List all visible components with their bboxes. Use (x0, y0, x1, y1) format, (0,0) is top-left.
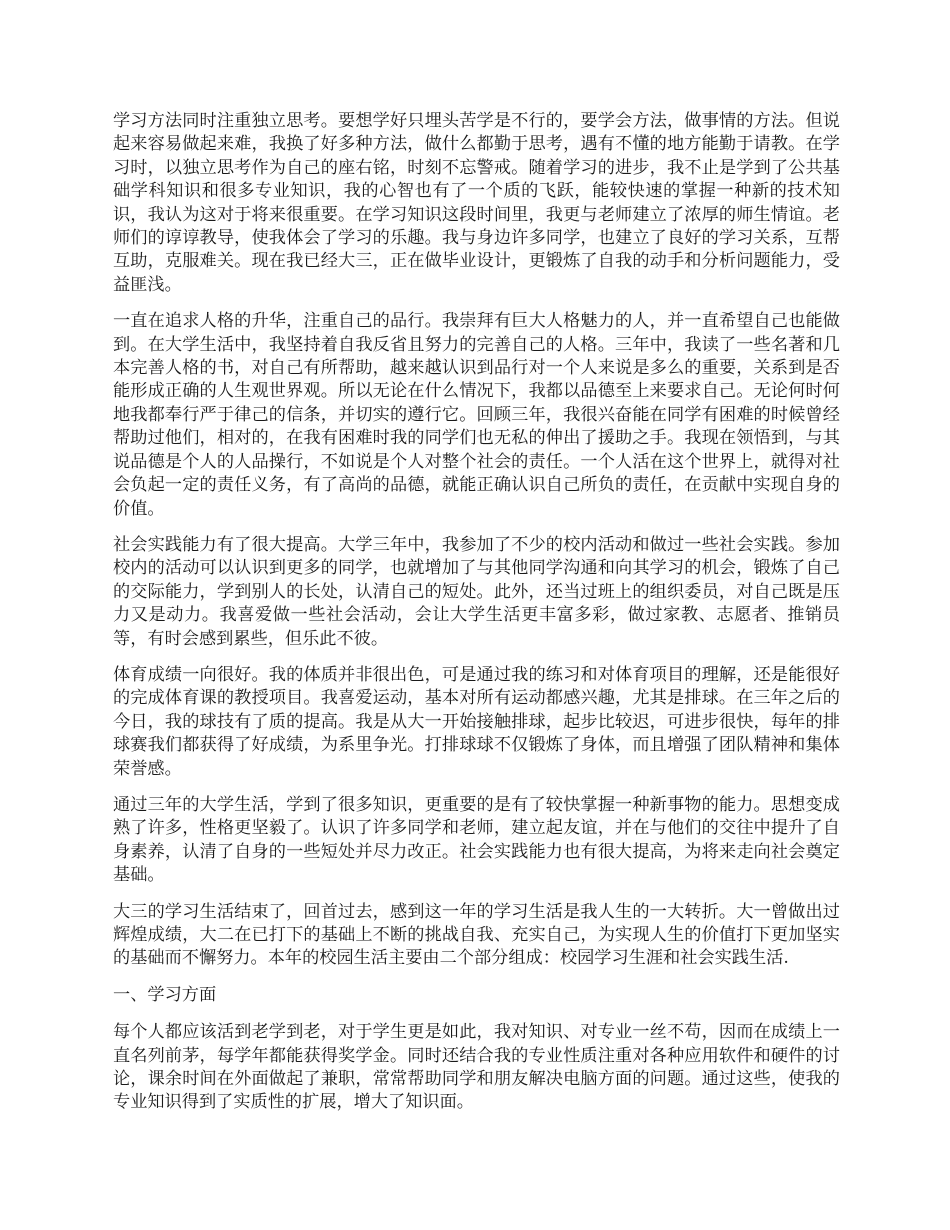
paragraph-character: 一直在追求人格的升华，注重自己的品行。我崇拜有巨大人格魅力的人，并一直希望自己也能做到。在大学生活中，我坚持着自我反省且努力的完善自己的人格。三年中，我读了一些名著和几本完善人格的书，对自己有所帮助，越来越认识到品行对一个人来说是多么的重要，关系到是否能形成正确的人生观世界观。所以无论在什么情况下，我都以品德至上来要求自己。无论何时何地我都奉行严于律己的信条，并切实的遵行它。回顾三年，我很兴奋能在同学有困难的时候曾经帮助过他们，相对的，在我有困难时我的同学们也无私的伸出了援助之手。我现在领悟到，与其说品德是个人的人品操行，不如说是个人对整个社会的责任。一个人活在这个世界上，就得对社会负起一定的责任义务，有了高尚的品德，就能正确认识自己所负的责任，在贡献中实现自身的价值。 (113, 311, 840, 519)
document-body (113, 110, 840, 1128)
paragraph-lifelong-learning: 每个人都应该活到老学到老，对于学生更是如此，我对知识、对专业一丝不苟，因而在成绩上一直名列前茅，每学年都能获得奖学金。同时还结合我的专业性质注重对各种应用软件和硬件的讨论，课余时间在外面做起了兼职，常常帮助同学和朋友解决电脑方面的问题。通过这些，使我的专业知识得到了实质性的扩展，增大了知识面。 (113, 1022, 840, 1113)
paragraph-sports: 体育成绩一向很好。我的体质并非很出色，可是通过我的练习和对体育项目的理解，还是能很好的完成体育课的教授项目。我喜爱运动，基本对所有运动都感兴趣，尤其是排球。在三年之后的今日，我的球技有了质的提高。我是从大一开始接触排球，起步比较迟，可进步很快，每年的排球赛我们都获得了好成绩，为系里争光。打排球球不仅锻炼了身体，而且增强了团队精神和集体荣誉感。 (113, 664, 840, 779)
paragraph-social-practice: 社会实践能力有了很大提高。大学三年中，我参加了不少的校内活动和做过一些社会实践。参加校内的活动可以认识到更多的同学，也就增加了与其他同学沟通和向其学习的机会，锻炼了自己的交际能力，学到别人的长处，认清自己的短处。此外，还当过班上的组织委员，对自己既是压力又是动力。我喜爱做一些社会活动，会让大学生活更丰富多彩，做过家教、志愿者、推销员等，有时会感到累些，但乐此不彼。 (113, 534, 840, 649)
paragraph-summary: 通过三年的大学生活，学到了很多知识，更重要的是有了较快掌握一种新事物的能力。思想变成熟了许多，性格更坚毅了。认识了许多同学和老师，建立起友谊，并在与他们的交往中提升了自身素养，认清了自身的一些短处并尽力改正。社会实践能力也有很大提高，为将来走向社会奠定基础。 (113, 794, 840, 886)
paragraph-junior-year: 大三的学习生活结束了，回首过去，感到这一年的学习生活是我人生的一大转折。大一曾做出过辉煌成绩，大二在已打下的基础上不断的挑战自我、充实自己，为实现人生的价值打下更加坚实的基础而不懈努力。本年的校园生活主要由二个部分组成：校园学习生涯和社会实践生活. (113, 901, 840, 969)
paragraph-study-method: 学习方法同时注重独立思考。要想学好只埋头苦学是不行的，要学会方法，做事情的方法。但说起来容易做起来难，我换了好多种方法，做什么都勤于思考，遇有不懂的地方能勤于请教。在学习时，以独立思考作为自己的座右铭，时刻不忘警戒。随着学习的进步，我不止是学到了公共基础学科知识和很多专业知识，我的心智也有了一个质的飞跃，能较快速的掌握一种新的技术知识，我认为这对于将来很重要。在学习知识这段时间里，我更与老师建立了浓厚的师生情谊。老师们的谆谆教导，使我体会了学习的乐趣。我与身边许多同学，也建立了良好的学习关系，互帮互助，克服难关。现在我已经大三，正在做毕业设计，更锻炼了自我的动手和分析问题能力，受益匪浅。 (113, 111, 840, 295)
section-heading-study: 一、学习方面 (113, 984, 217, 1005)
